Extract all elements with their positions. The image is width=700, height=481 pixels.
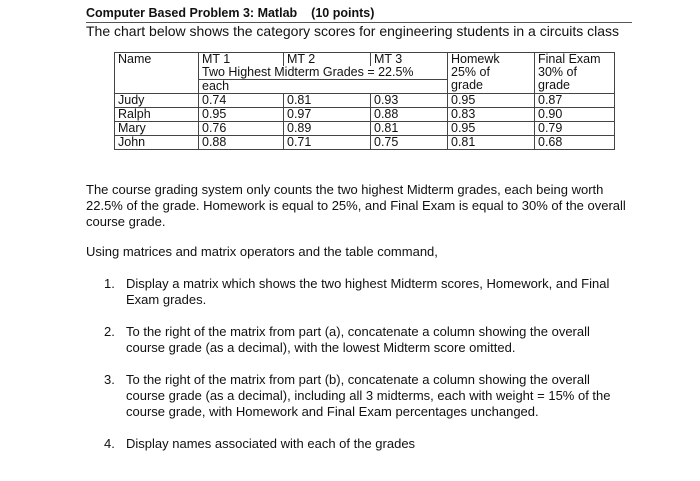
task-number: 3. bbox=[104, 372, 115, 387]
list-item bbox=[104, 436, 629, 452]
header-final-exam: Final Exam 30% of grade bbox=[535, 53, 615, 94]
list-item bbox=[104, 276, 629, 308]
midterm-weight-note: Two Highest Midterm Grades = 22.5% bbox=[199, 66, 448, 80]
table-row: John 0.88 0.71 0.75 0.81 0.68 bbox=[115, 136, 615, 150]
task-number: 2. bbox=[104, 324, 115, 339]
table-row: Judy 0.74 0.81 0.93 0.95 0.87 bbox=[115, 94, 615, 108]
task-number: 4. bbox=[104, 436, 115, 451]
instructions-lead: Using matrices and matrix operators and the table command, bbox=[86, 244, 438, 259]
header-mt1: MT 1 bbox=[199, 53, 284, 67]
midterm-weight-note-each: each bbox=[199, 80, 448, 94]
header-name-blank bbox=[115, 80, 199, 94]
problem-points: (10 points) bbox=[311, 6, 375, 20]
task-text: To the right of the matrix from part (a), concatenate a column showing the overall course grade (as a decimal), with the lowest Midterm score omitted. bbox=[126, 324, 590, 355]
intro-text: The chart below shows the category scores for engineering students in a circuits class bbox=[86, 23, 620, 39]
problem-heading bbox=[86, 6, 632, 23]
table-row: Ralph 0.95 0.97 0.88 0.83 0.90 bbox=[115, 108, 615, 122]
task-text: Display names associated with each of the grades bbox=[126, 436, 416, 451]
list-item bbox=[104, 324, 629, 356]
header-mt3: MT 3 bbox=[371, 53, 448, 67]
table-header-row bbox=[115, 53, 615, 67]
task-text: To the right of the matrix from part (b), concatenate a column showing the overall course grade (as a decimal), including all 3 midterms, each with weight = 15% of the course grade, with Homework and Final Exam percentages unchanged. bbox=[126, 372, 611, 419]
scores-table bbox=[114, 52, 615, 150]
problem-title: Computer Based Problem 3: Matlab bbox=[86, 6, 298, 20]
header-mt2: MT 2 bbox=[284, 53, 371, 67]
grading-paragraph: The course grading system only counts the two highest Midterm grades, each being worth 22.5% of the grade. Homework is equal to 25%, and Final Exam is equal to 30% of the overall course grade. bbox=[86, 182, 626, 229]
table-row: Mary 0.76 0.89 0.81 0.95 0.79 bbox=[115, 122, 615, 136]
header-name: Name bbox=[115, 53, 199, 80]
task-list bbox=[104, 276, 629, 468]
task-number: 1. bbox=[104, 276, 115, 291]
task-text: Display a matrix which shows the two highest Midterm scores, Homework, and Final Exam grades. bbox=[126, 276, 610, 307]
list-item bbox=[104, 372, 629, 420]
header-homework: Homewk 25% of grade bbox=[448, 53, 535, 94]
